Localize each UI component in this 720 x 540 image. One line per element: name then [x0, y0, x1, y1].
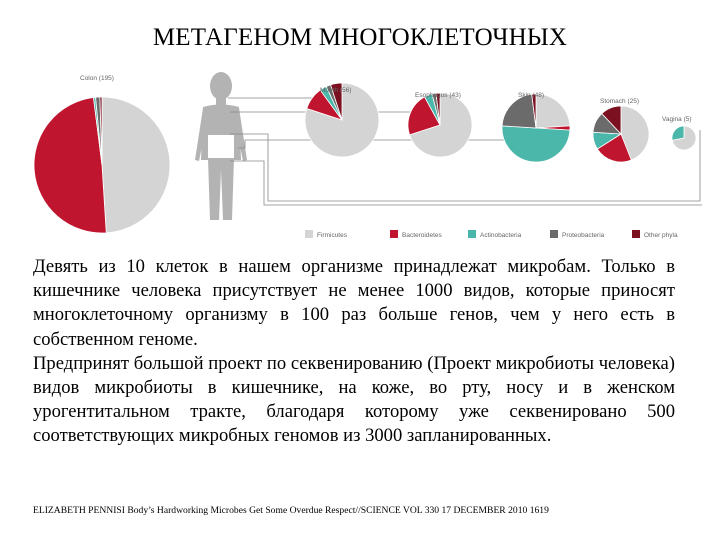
human-silhouette: [195, 72, 247, 220]
pie-slice-skin-firmicutes: [536, 94, 570, 128]
legend-label-other-phyla: Other phyla: [644, 232, 678, 239]
body-text: [33, 255, 675, 449]
legend-swatch-proteobacteria: [550, 230, 558, 238]
legend-label-actinobacteria: Actinobacteria: [480, 232, 522, 239]
pie-label-colon: Colon (195): [80, 75, 114, 82]
pie-slice-colon-firmicutes: [102, 97, 170, 233]
citation: ELIZABETH PENNISI Body’s Hardworking Microbes Get Some Overdue Respect//SCIENCE VOL 330 17 DECEMBER 2010 1619: [33, 505, 549, 516]
legend-swatch-other-phyla: [632, 230, 640, 238]
pie-label-skin: Skin (48): [518, 92, 545, 99]
pie-charts: [34, 83, 696, 233]
pie-slice-skin-actinobacteria: [502, 126, 570, 162]
legend-swatch-actinobacteria: [468, 230, 476, 238]
legend-swatch-firmicutes: [305, 230, 313, 238]
legend-swatch-bacteroidetes: [390, 230, 398, 238]
pie-slice-colon-bacteroidetes: [34, 98, 106, 233]
paragraph-2: Предпринят большой проект по секвенированию (Проект микробиоты человека) видов микробиоты в кишечнике, на коже, во рту, носу и в женском урогентитальном тракте, благодаря которому уже секвенировано 500 соответствующих микробных геномов из 3000 запланированных.: [33, 352, 675, 447]
legend: [305, 230, 678, 239]
legend-label-bacteroidetes: Bacteroidetes: [402, 232, 442, 239]
legend-label-firmicutes: Firmicutes: [317, 232, 347, 239]
paragraph-1: Девять из 10 клеток в нашем организме принадлежат микробам. Только в кишечнике человека присутствует не менее 1000 видов, которые приносят многоклеточному организму в 100 раз больше генов, чем у него есть в собственном геноме.: [33, 256, 675, 350]
pie-label-esophagus: Esophagus (43): [415, 92, 461, 99]
pie-slice-skin-proteobacteria: [502, 94, 536, 128]
slide-title: МЕТАГЕНОМ МНОГОКЛЕТОЧНЫХ: [152, 24, 568, 51]
pie-slice-vagina-actinobacteria: [672, 126, 684, 140]
legend-label-proteobacteria: Proteobacteria: [562, 232, 605, 239]
microbiome-figure: [0, 60, 720, 255]
pie-label-stomach: Stomach (25): [600, 98, 640, 105]
pie-label-vagina: Vagina (5): [662, 116, 692, 123]
pie-label-mouth: Mouth (56): [320, 87, 352, 94]
